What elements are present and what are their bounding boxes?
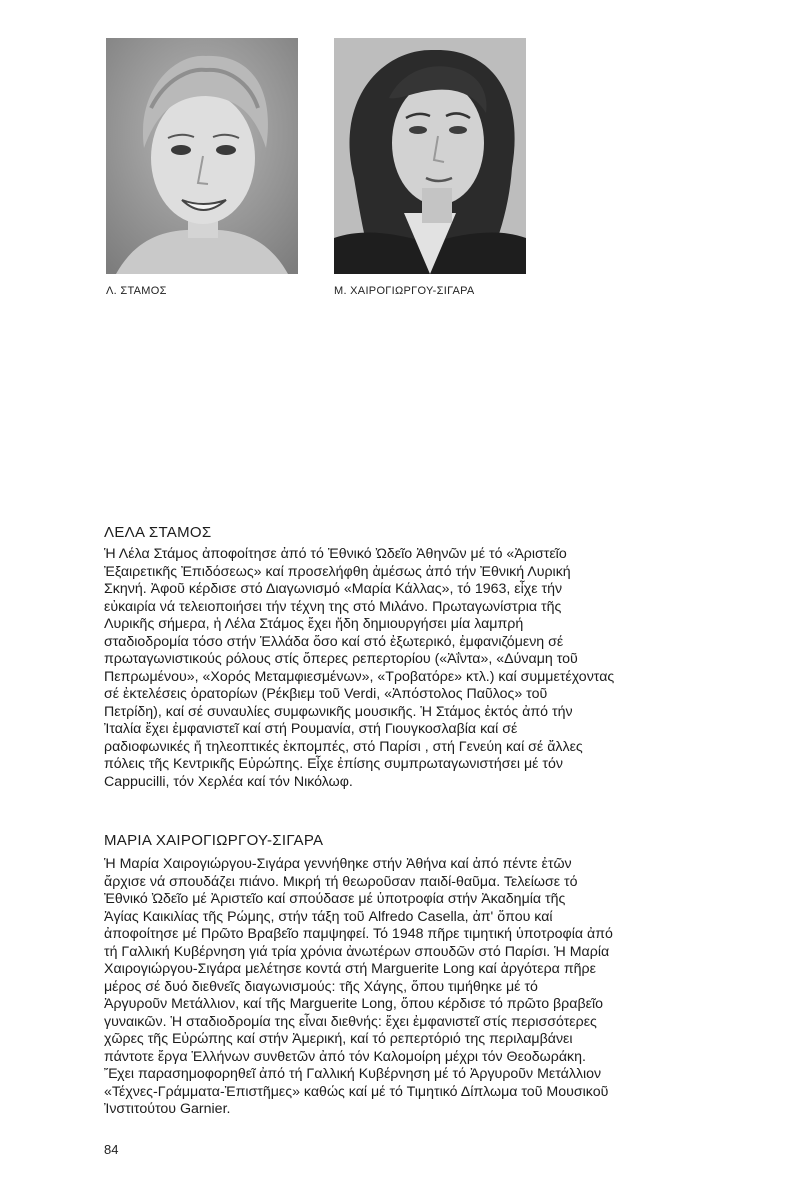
text-line: Ἐθνικό Ὠδεῖο μέ Ἀριστεῖο καί σπούδασε μέ ὑποτροφία στήν Ἀκαδημία τῆς: [104, 891, 566, 907]
portrait-image: [334, 38, 526, 274]
text-line: Ἀργυροῦν Μετάλλιον, καί τῆς Marguerite Long, ὅπου κέρδισε τό πρῶτο βραβεῖο: [104, 996, 603, 1012]
section-heading: ΛΕΛΑ ΣΤΑΜΟΣ: [104, 524, 212, 541]
page-number: 84: [104, 1142, 119, 1157]
text-line: Πεπρωμένου», «Χορός Μεταμφιεσμένων», «Τροβατόρε» κτλ.) καί συμμετέχοντας: [104, 668, 615, 685]
text-line: εὐκαιρία νά τελειοποιήσει τήν τέχνη της στό Μιλάνο. Πρωταγωνίστρια τῆς: [104, 598, 562, 615]
text-line: Σκηνή. Ἀφοῦ κέρδισε στό Διαγωνισμό «Μαρία Κάλλας», τό 1963, εἶχε τήν: [104, 581, 563, 597]
text-line: Ἐξαιρετικῆς Ἐπιδόσεως» καί προσελήφθη ἀμέσως ἀπό τήν Ἐθνική Λυρική: [104, 563, 571, 580]
text-line: σταδιοδρομία τόσο στήν Ἑλλάδα ὅσο καί στό ἐξωτερικό, ἐμφανιζόμενη σέ: [104, 633, 564, 650]
text-line: πάντοτε ἔργα Ἑλλήνων συνθετῶν ἀπό τόν Καλομοίρη μέχρι τόν Θεοδωράκη.: [104, 1048, 586, 1065]
text-line: μέρος σέ δυό διεθνεῖς διαγωνισμούς: τῆς Χάγης, ὅπου τιμήθηκε μέ τό: [104, 978, 538, 995]
text-line: Cappucilli, τόν Χερλέα καί τόν Νικόλωφ.: [104, 773, 353, 790]
text-line: Ἰταλία ἔχει ἐμφανιστεῖ καί στή Ρουμανία, στή Γιουγκοσλαβία καί σέ: [104, 721, 518, 737]
photo-lela-stamos: [106, 38, 298, 274]
section-body: [104, 856, 764, 1119]
text-line: Ἁγίας Καικιλίας τῆς Ρώμης, στήν τάξη τοῦ Alfredo Casella, ἀπ' ὅπου καί: [104, 908, 553, 925]
text-line: Ἡ Μαρία Χαιρογιώργου-Σιγάρα γεννήθηκε στήν Ἀθήνα καί ἀπό πέντε ἐτῶν: [104, 856, 572, 872]
text-line: χῶρες τῆς Εὐρώπης καί στήν Ἀμερική, καί τό ρεπερτόριό της περιλαμβάνει: [104, 1031, 573, 1047]
section-body: [104, 546, 764, 791]
text-line: πόλεις τῆς Κεντρικῆς Εὐρώπης. Εἶχε ἐπίσης συμπρωταγωνιστήσει μέ τόν: [104, 756, 563, 772]
text-line: Πετρίδη), καί σέ συναυλίες συμφωνικῆς μουσικῆς. Ἡ Στάμος ἐκτός ἀπό τήν: [104, 703, 573, 720]
text-line: πρωταγωνιστικούς ρόλους στίς ὄπερες ρεπερτορίου («Ἀΐντα», «Δύναμη τοῦ: [104, 651, 578, 667]
text-line: «Τέχνες-Γράμματα-Ἐπιστῆμες» καθώς καί μέ τό Τιμητικό Δίπλωμα τοῦ Μουσικοῦ: [104, 1083, 609, 1100]
text-line: Λυρικῆς σήμερα, ἡ Λέλα Στάμος ἔχει ἤδη δημιουργήσει μία λαμπρή: [104, 616, 524, 632]
text-line: ἀποφοίτησε μέ Πρῶτο Βραβεῖο παμψηφεί. Τό 1948 πῆρε τιμητική ὑποτροφία ἀπό: [104, 926, 613, 942]
text-line: τή Γαλλική Κυβέρνηση γιά τρία χρόνια ἀνωτέρων σπουδῶν στό Παρίσι. Ἡ Μαρία: [104, 943, 610, 960]
text-line: ραδιοφωνικές ἤ τηλεοπτικές ἐκπομπές, στό Παρίσι , στή Γενεύη καί σέ ἄλλες: [104, 738, 583, 755]
section-heading: ΜΑΡΙΑ ΧΑΙΡΟΓΙΩΡΓΟΥ-ΣΙΓΑΡΑ: [104, 832, 324, 849]
text-line: Ἡ Λέλα Στάμος ἀποφοίτησε ἀπό τό Ἐθνικό Ὠδεῖο Ἀθηνῶν μέ τό «Ἀριστεῖο: [104, 546, 567, 562]
portrait-image: [106, 38, 298, 274]
photo-maria-chairogiorgou-sigara: [334, 38, 526, 274]
text-line: γυναικῶν. Ἡ σταδιοδρομία της εἶναι διεθνής: ἔχει ἐμφανιστεῖ στίς περισσότερες: [104, 1013, 597, 1030]
text-line: Ἔχει παρασημοφορηθεῖ ἀπό τή Γαλλική Κυβέρνηση μέ τό Ἀργυροῦν Μετάλλιον: [104, 1066, 602, 1082]
photo-caption-1: Λ. ΣΤΑΜΟΣ: [106, 285, 167, 297]
text-line: Ἰνστιτούτου Garnier.: [104, 1101, 231, 1117]
text-line: Χαιρογιώργου-Σιγάρα μελέτησε κοντά στή Marguerite Long καί ἀργότερα πῆρε: [104, 961, 596, 977]
text-line: ἄρχισε νά σπουδάζει πιάνο. Μικρή τή θεωροῦσαν παιδί-θαῦμα. Τελείωσε τό: [104, 873, 578, 890]
photo-caption-2: Μ. ΧΑΙΡΟΓΙΩΡΓΟΥ-ΣΙΓΑΡΑ: [334, 285, 475, 297]
text-line: σέ ἐκτελέσεις ὀρατορίων (Ρέκβιεμ τοῦ Verdi, «Ἀπόστολος Παῦλος» τοῦ: [104, 686, 548, 702]
